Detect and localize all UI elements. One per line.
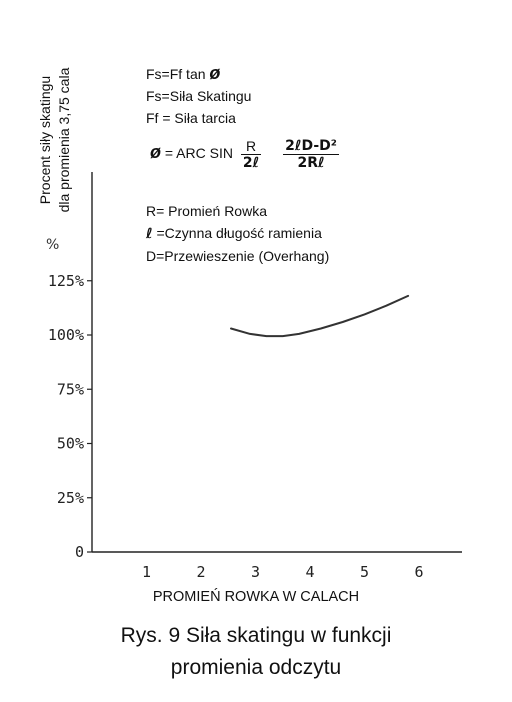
y-unit-mark: %	[46, 237, 60, 253]
x-tick-label: 1	[141, 563, 152, 581]
formula-line3: Ff = Siła tarcia	[146, 110, 236, 126]
x-tick-label: 3	[250, 563, 261, 581]
x-tick-label: 2	[196, 563, 206, 581]
fraction-2-numerator: 2ℓD-D²	[285, 138, 337, 154]
y-tick-label: 25%	[56, 488, 84, 507]
y-tick-label: 100%	[47, 326, 84, 344]
x-tick-label: 6	[414, 563, 424, 581]
formula-line1: Fs=Ff tan	[146, 66, 206, 82]
formula-block	[146, 62, 251, 129]
y-tick-label: 125%	[47, 271, 84, 290]
definition-overhang: D=Przewieszenie (Overhang)	[146, 248, 330, 264]
fraction-1	[241, 138, 261, 171]
phi-symbol-icon: ø	[150, 142, 161, 163]
phi-symbol-icon: ø	[209, 63, 221, 83]
caption-line1: Rys. 9 Siła skatingu w funkcji	[120, 624, 392, 647]
x-axis-label: PROMIEŃ ROWKA W CALACH	[152, 589, 360, 605]
x-tick-label: 4	[305, 563, 315, 581]
script-l-icon: ℓ	[146, 226, 153, 242]
fraction-1-denominator: 2ℓ	[242, 155, 260, 171]
y-tick-label: 75%	[56, 380, 84, 399]
y-tick-label: 0	[74, 543, 84, 561]
arc-sin-formula	[150, 138, 343, 171]
formula-line2: Fs=Siła Skatingu	[146, 88, 252, 104]
fraction-2-denominator: 2Rℓ	[297, 155, 325, 171]
fraction-2	[283, 138, 339, 171]
definition-radius: R= Promień Rowka	[146, 203, 267, 219]
arc-sin-label: = ARC SIN	[164, 145, 233, 162]
series-line	[231, 296, 408, 336]
y-axis-label-line2: dla promienia 3,75 cala	[56, 67, 72, 213]
y-axis-label	[36, 40, 84, 240]
caption-line2: promienia odczytu	[170, 656, 342, 679]
y-tick-label: 50%	[56, 434, 84, 453]
definition-arm-length: ℓ =Czynna długość ramienia	[146, 225, 322, 242]
fraction-1-numerator: R	[241, 138, 261, 155]
y-axis-label-line1: Procent siły skatingu	[37, 75, 53, 205]
x-tick-label: 5	[359, 563, 370, 581]
definitions	[146, 200, 329, 267]
